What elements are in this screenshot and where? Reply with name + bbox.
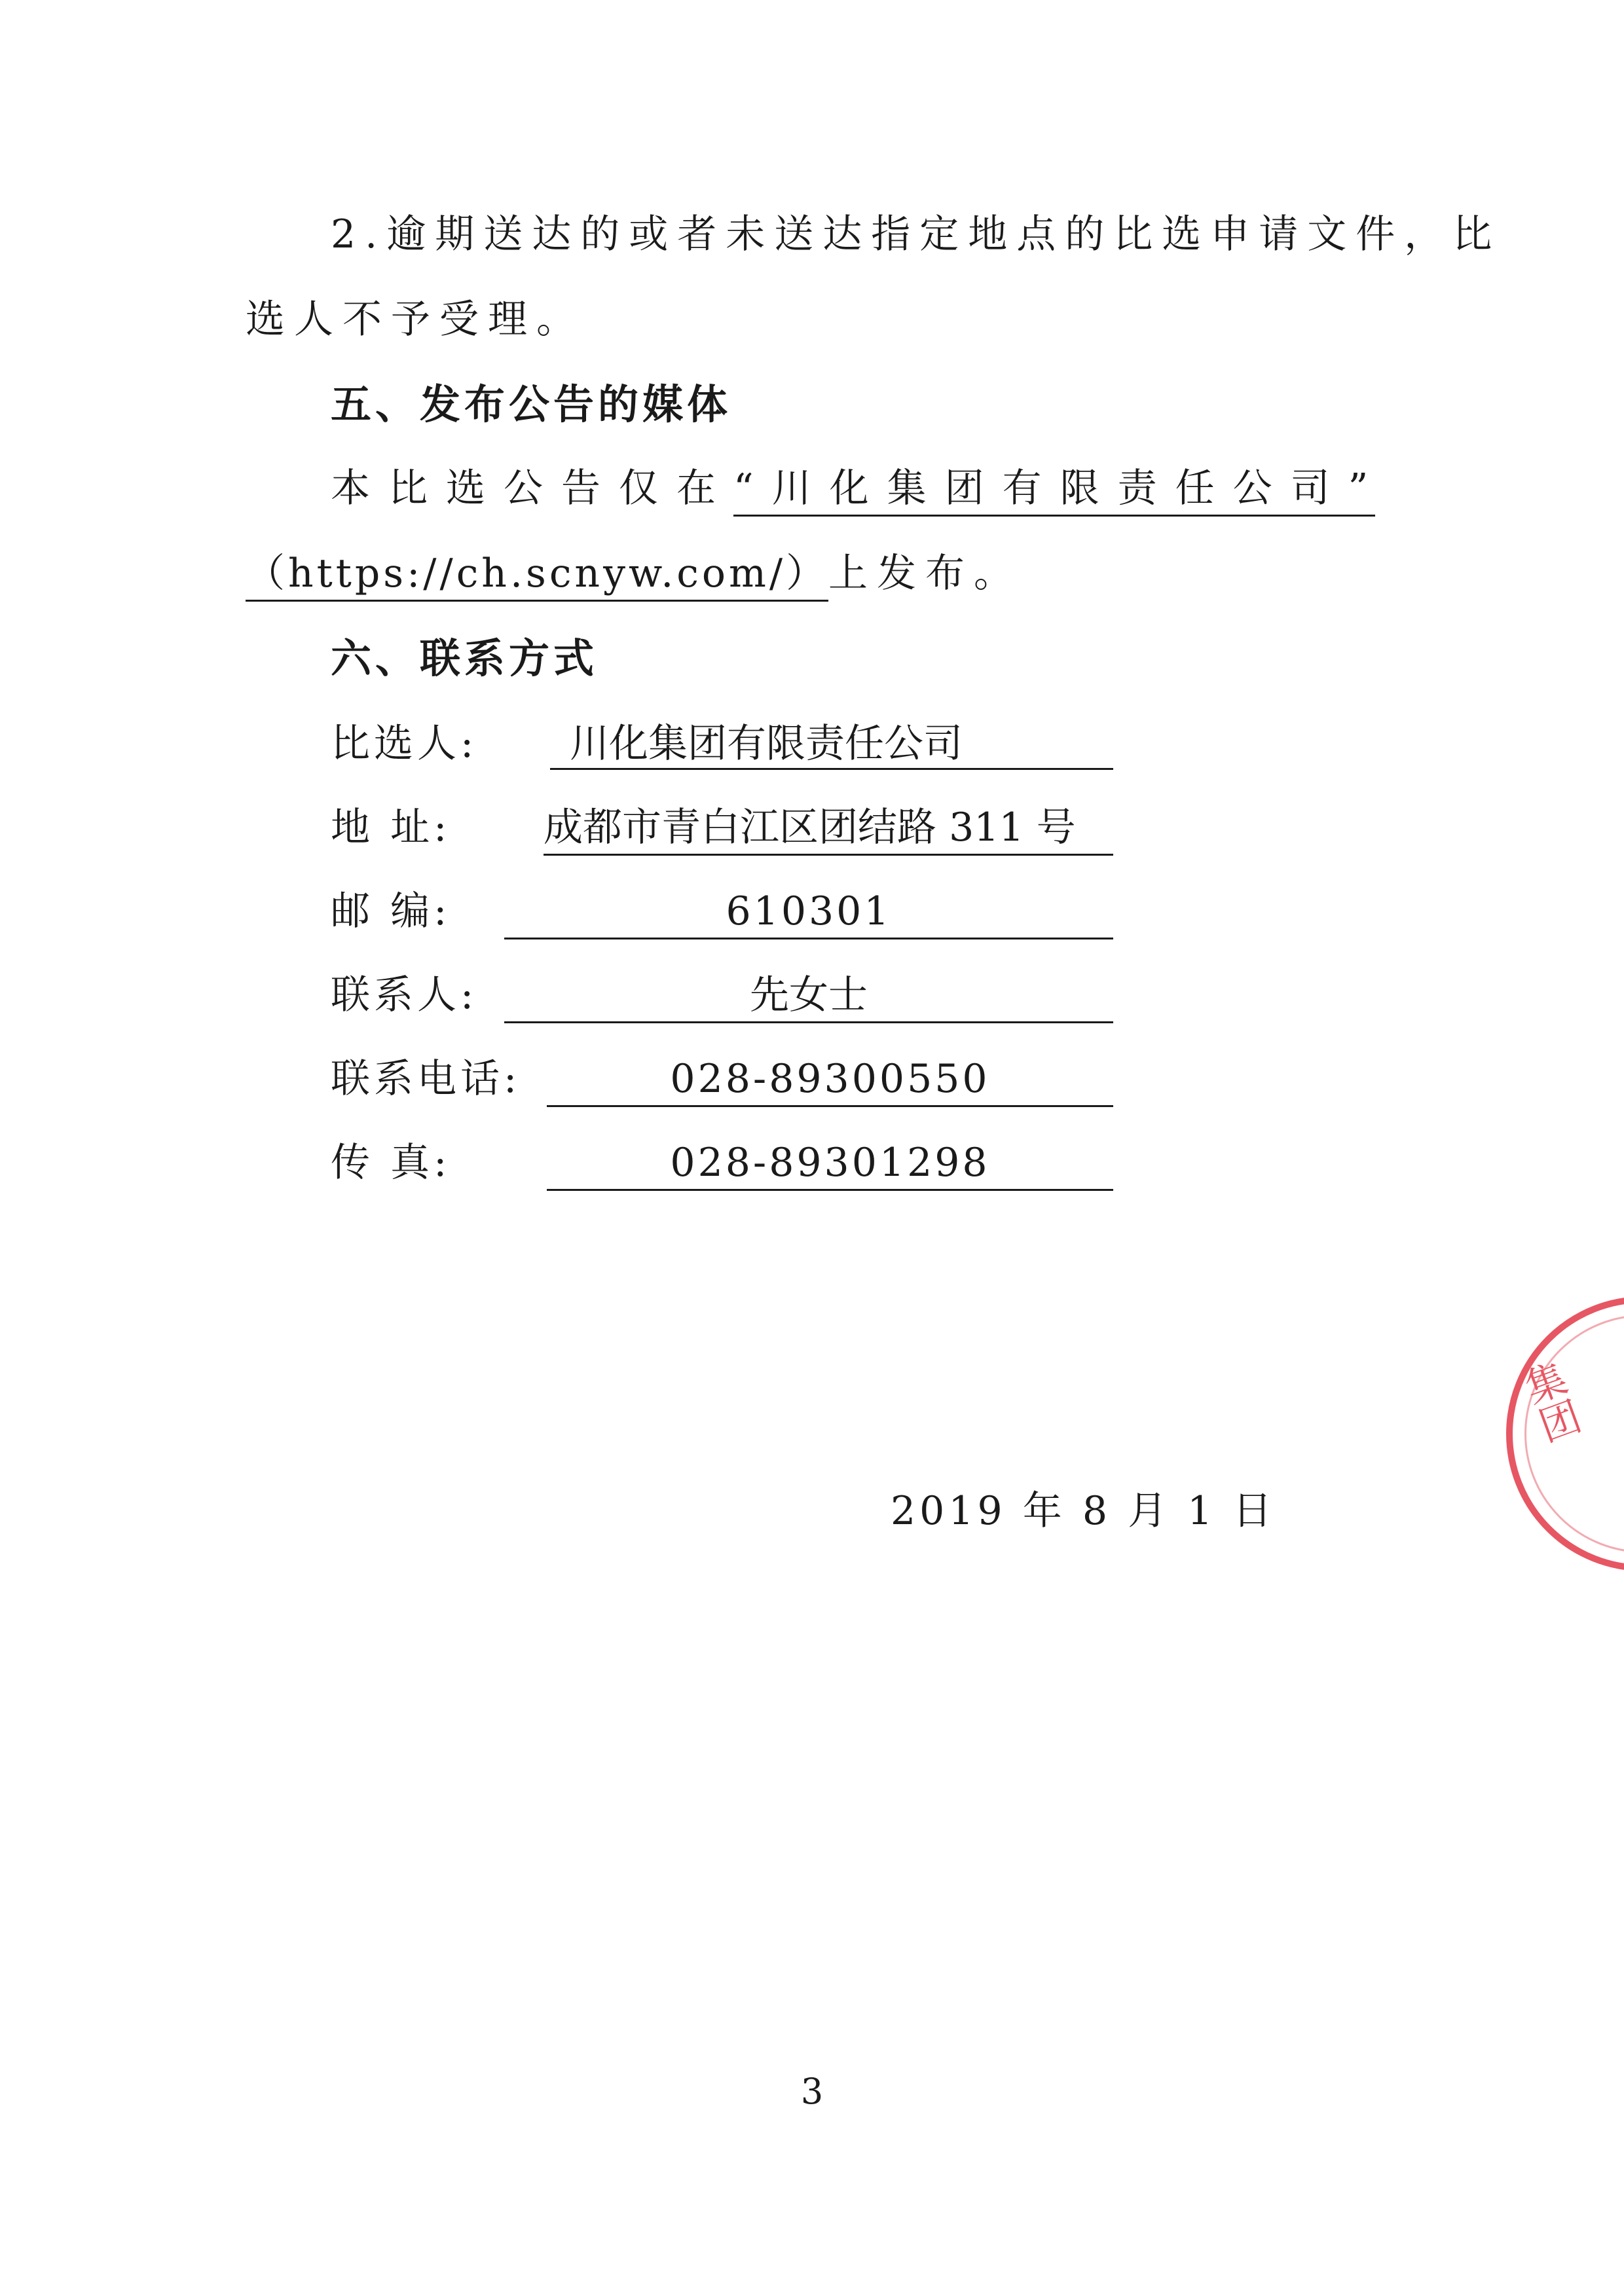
document-date: 2019 年 8 月 1 日 bbox=[891, 1488, 1276, 1534]
contact-label-fax: 传 真: bbox=[331, 1140, 451, 1186]
contact-value-address: 成都市青白江区团结路 311 号 bbox=[544, 801, 1113, 856]
section6-heading: 六、联系方式 bbox=[331, 634, 599, 682]
page-number: 3 bbox=[800, 2071, 824, 2112]
section5-heading: 五、发布公告的媒体 bbox=[331, 380, 732, 428]
contact-value-person: 先女士 bbox=[504, 969, 1113, 1023]
contact-label-person: 联系人: bbox=[331, 972, 478, 1018]
contact-label-postcode: 邮 编: bbox=[331, 888, 451, 934]
contact-value-fax: 028-89301298 bbox=[547, 1137, 1113, 1191]
contact-label-company: 比选人: bbox=[331, 721, 478, 767]
company-seal bbox=[1506, 1296, 1624, 1571]
section5-line1-prefix: 本比选公告仅在 bbox=[331, 465, 734, 511]
section5-line2-suffix: 上发布。 bbox=[828, 551, 1022, 596]
contact-value-company: 川化集团有限责任公司 bbox=[550, 718, 1113, 770]
item2-line1: 2.逾期送达的或者未送达指定地点的比选申请文件，比 bbox=[331, 211, 1502, 257]
contact-value-postcode: 610301 bbox=[504, 885, 1113, 939]
contact-label-phone: 联系电话: bbox=[331, 1056, 521, 1102]
contact-label-address: 地 址: bbox=[331, 805, 451, 850]
publisher-url: （https://ch.scnyw.com/） bbox=[246, 547, 828, 602]
publisher-name: “川化集团有限责任公司” bbox=[733, 462, 1375, 517]
item2-line2: 选人不予受理。 bbox=[246, 297, 585, 342]
contact-value-phone: 028-89300550 bbox=[547, 1053, 1113, 1107]
seal-text: 集团 bbox=[1513, 1356, 1586, 1449]
